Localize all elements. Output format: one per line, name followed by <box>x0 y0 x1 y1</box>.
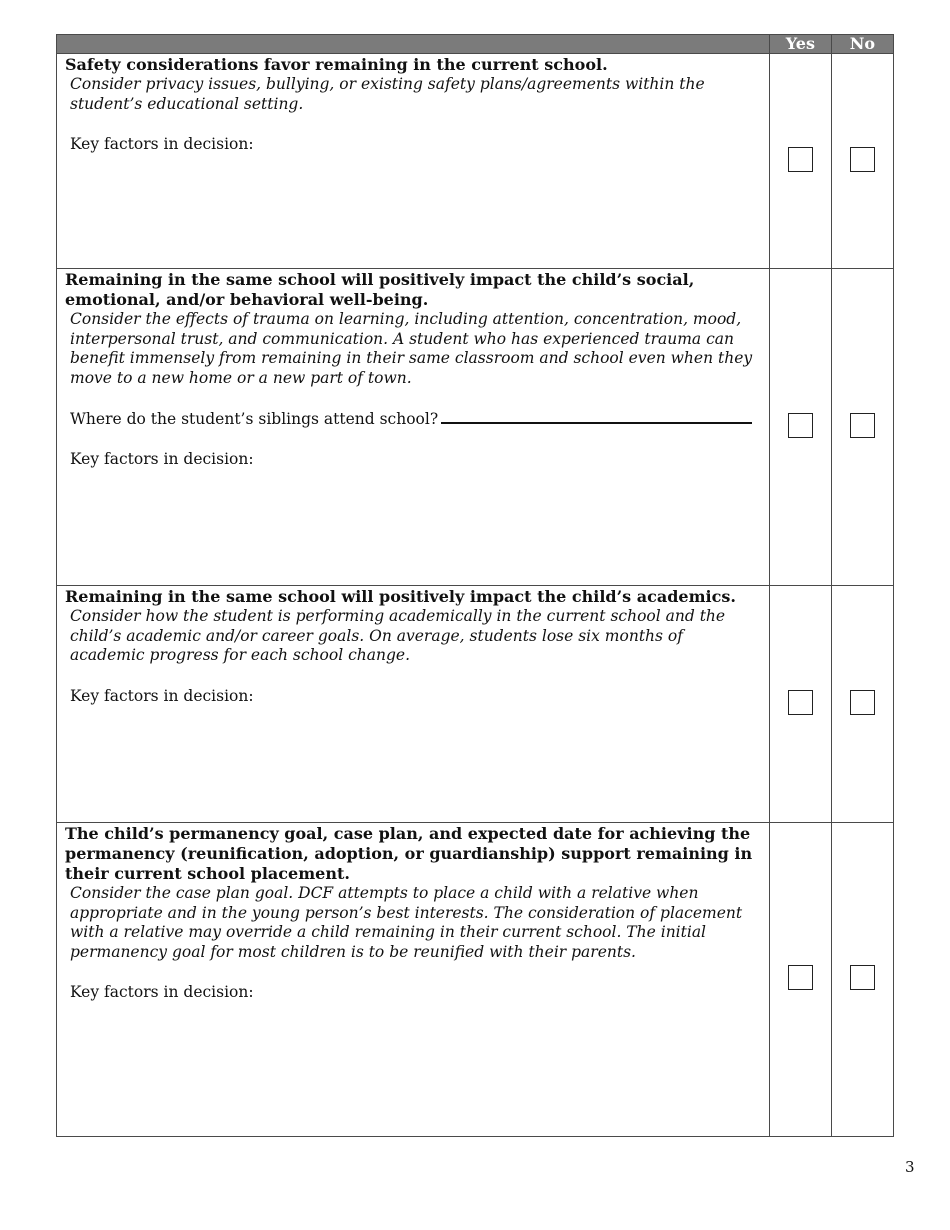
yes-checkbox[interactable] <box>788 413 813 438</box>
table-header-row <box>57 35 894 54</box>
no-checkbox[interactable] <box>850 690 875 715</box>
no-cell <box>831 54 893 269</box>
yes-cell <box>769 269 831 586</box>
question-description: Consider the case plan goal. DCF attempts to place a child with a relative when appropriate and in the young person’s best interests. The consideration of placement with a relative may override a child remaining in their current school. The initial permanency goal for most children is to be reunified with their parents. <box>70 884 743 961</box>
page-number: 3 <box>905 1158 915 1176</box>
question-cell <box>57 823 770 1137</box>
question-cell <box>57 54 770 269</box>
yes-column-header: Yes <box>769 35 831 54</box>
yes-cell <box>769 823 831 1137</box>
no-checkbox[interactable] <box>850 965 875 990</box>
question-description: Consider the effects of trauma on learning, including attention, concentration, mood, interpersonal trust, and communication. A student who has experienced trauma can benefit immensely from remaining in their same classroom and school even when they move to a new home or a new part of town. <box>70 310 753 387</box>
question-title: The child’s permanency goal, case plan, and expected date for achieving the permanency (reunification, adoption, or guardianship) support remaining in their current school placement. <box>65 824 753 883</box>
question-description: Consider how the student is performing academically in the current school and the child’s academic and/or career goals. On average, students lose six months of academic progress for each school change. <box>70 607 726 664</box>
table-row-wellbeing <box>57 269 894 586</box>
no-checkbox[interactable] <box>850 147 875 172</box>
no-cell <box>831 586 893 823</box>
key-factors-label: Key factors in decision: <box>70 135 254 153</box>
table-row-academics <box>57 586 894 823</box>
no-cell <box>831 823 893 1137</box>
question-title: Remaining in the same school will positively impact the child’s academics. <box>65 587 736 606</box>
decision-table <box>56 34 894 1137</box>
yes-checkbox[interactable] <box>788 965 813 990</box>
question-title: Remaining in the same school will positively impact the child’s social, emotional, and/or behavioral well-being. <box>65 270 695 309</box>
table-row-safety <box>57 54 894 269</box>
question-cell <box>57 586 770 823</box>
key-factors-label: Key factors in decision: <box>70 983 254 1001</box>
table-row-permanency <box>57 823 894 1137</box>
yes-cell <box>769 586 831 823</box>
question-column-header <box>57 35 770 54</box>
question-cell <box>57 269 770 586</box>
key-factors-label: Key factors in decision: <box>70 686 254 705</box>
no-column-header: No <box>831 35 893 54</box>
no-checkbox[interactable] <box>850 413 875 438</box>
key-factors-label: Key factors in decision: <box>70 450 254 468</box>
yes-checkbox[interactable] <box>788 147 813 172</box>
siblings-prompt <box>70 408 761 429</box>
siblings-prompt-label: Where do the student’s siblings attend school? <box>70 410 439 428</box>
no-cell <box>831 269 893 586</box>
question-title: Safety considerations favor remaining in the current school. <box>65 55 608 74</box>
yes-cell <box>769 54 831 269</box>
yes-checkbox[interactable] <box>788 690 813 715</box>
question-description: Consider privacy issues, bullying, or existing safety plans/agreements within the student’s educational setting. <box>70 75 705 113</box>
siblings-school-blank[interactable] <box>441 408 752 424</box>
